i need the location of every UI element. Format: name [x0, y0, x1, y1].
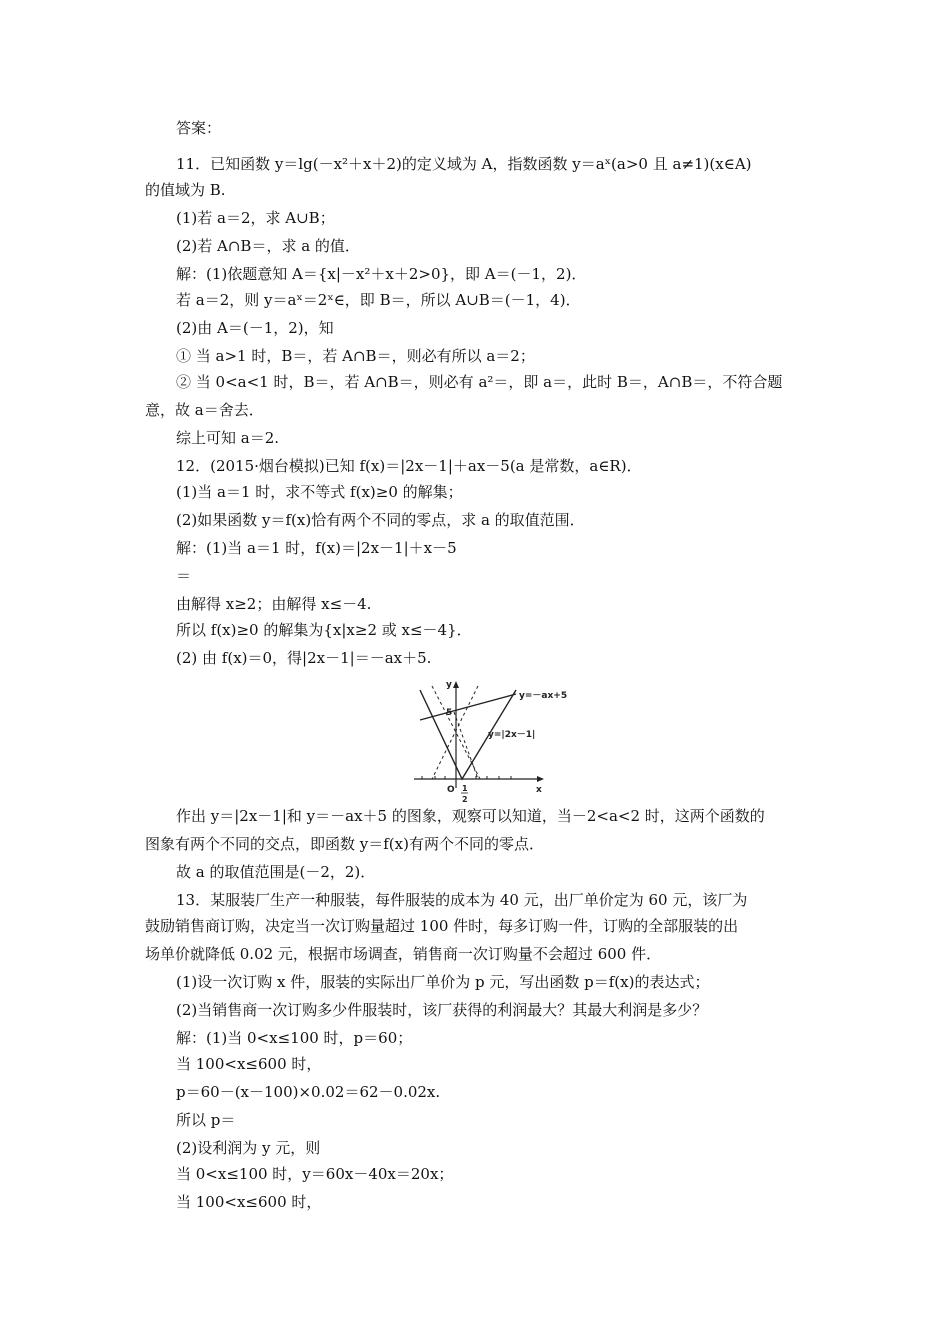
solution-12-line4: 所以 f(x)≥0 的解集为{x|x≥2 或 x≤－4}．: [176, 621, 472, 639]
problem-13-stem-cont1: 鼓励销售商订购，决定当一次订购量超过 100 件时，每多订购一件，订购的全部服装的出: [145, 917, 739, 935]
solution-12-graph-line2: 图象有两个不同的交点，即函数 y＝f(x)有两个不同的零点．: [145, 835, 544, 853]
problem-11-part1: (1)若 a＝2，求 A∪B；: [176, 209, 335, 227]
solution-13-line1: 解：(1)当 0<x≤100 时，p＝60；: [176, 1029, 413, 1047]
label-abs: y=|2x－1|: [488, 730, 536, 740]
x-axis-arrow: [537, 776, 544, 782]
solution-13-line5: (2)设利润为 y 元，则: [176, 1139, 321, 1157]
solution-13-line6: 当 0<x≤100 时，y＝60x－40x＝20x；: [176, 1165, 454, 1183]
label-linear: y=－ax+5: [519, 691, 568, 701]
problem-13-part1: (1)设一次订购 x 件，服装的实际出厂单价为 p 元，写出函数 p＝f(x)的表达式；: [176, 973, 710, 991]
solution-13-line7: 当 100<x≤600 时，: [176, 1193, 322, 1211]
solution-13-line3: p＝60－(x－100)×0.02＝62－0.02x.: [176, 1083, 441, 1101]
problem-11-stem-cont: 的值域为 B.: [145, 181, 226, 199]
problem-13-stem: 13．某服装厂生产一种服装，每件服装的成本为 40 元，出厂单价定为 60 元，该厂为: [176, 891, 748, 909]
solution-12-line3: 由解得 x≥2；由解得 x≤－4.: [176, 595, 372, 613]
x-axis-label: x: [536, 785, 542, 795]
solution-11-conclusion: 综上可知 a＝2.: [176, 429, 280, 447]
solution-11-line2: 若 a＝2，则 y＝aˣ＝2ˣ∈，即 B＝，所以 A∪B＝(－1，4)．: [176, 291, 581, 309]
x-tick-numerator: 1: [462, 784, 468, 793]
problem-12-part2: (2)如果函数 y＝f(x)恰有两个不同的零点，求 a 的取值范围．: [176, 511, 585, 529]
solution-12-line2: ＝: [176, 567, 192, 585]
solution-12-line1: 解：(1)当 a＝1 时，f(x)＝|2x－1|＋x－5: [176, 539, 457, 557]
solution-12-conclusion: 故 a 的取值范围是(－2，2)．: [176, 863, 376, 881]
problem-11-part2: (2)若 A∩B＝，求 a 的值．: [176, 237, 360, 255]
linear-function-line: [420, 694, 516, 720]
solution-11-case2: ② 当 0<a<1 时，B＝，若 A∩B＝，则必有 a²＝，即 a＝，此时 B＝，A∩B＝，不符合题: [176, 373, 783, 391]
function-graph-figure: [410, 676, 572, 804]
y-axis-label: y: [446, 680, 452, 690]
solution-11-line1: 解：(1)依题意知 A＝{x|－x²＋x＋2>0}，即 A＝(－1，2)．: [176, 265, 587, 283]
problem-12-part1: (1)当 a＝1 时，求不等式 f(x)≥0 的解集；: [176, 483, 463, 501]
solution-11-case1: ① 当 a>1 时，B＝，若 A∩B＝，则必有所以 a＝2；: [176, 347, 535, 365]
solution-13-line2: 当 100<x≤600 时，: [176, 1055, 322, 1073]
y-axis-arrow: [453, 681, 459, 688]
origin-label: O: [447, 785, 455, 795]
y-tick-5: 5: [446, 708, 453, 718]
x-tick-denominator: 2: [462, 795, 468, 804]
solution-11-line3: (2)由 A＝(－1，2)，知: [176, 319, 334, 337]
solution-12-line5: (2) 由 f(x)＝0，得|2x－1|＝－ax＋5.: [176, 649, 432, 667]
solution-12-graph-line1: 作出 y＝|2x－1|和 y＝－ax＋5 的图象，观察可以知道，当－2<a<2 时，这两个函数的: [176, 807, 765, 825]
problem-13-stem-cont2: 场单价就降低 0.02 元，根据市场调查，销售商一次订购量不会超过 600 件．: [145, 945, 662, 963]
solution-11-case2-cont: 意，故 a＝舍去．: [145, 401, 264, 419]
solution-13-line4: 所以 p＝: [176, 1111, 236, 1129]
problem-12-stem: 12．(2015·烟台模拟)已知 f(x)＝|2x－1|＋ax－5(a 是常数，a∈R)．: [176, 457, 642, 475]
problem-13-part2: (2)当销售商一次订购多少件服装时，该厂获得的利润最大？其最大利润是多少？: [176, 1001, 708, 1019]
answer-heading: 答案：: [176, 119, 222, 137]
problem-11-stem: 11．已知函数 y＝lg(－x²＋x＋2)的定义域为 A，指数函数 y＝aˣ(a>0 且 a≠1)(x∈A): [176, 155, 752, 173]
